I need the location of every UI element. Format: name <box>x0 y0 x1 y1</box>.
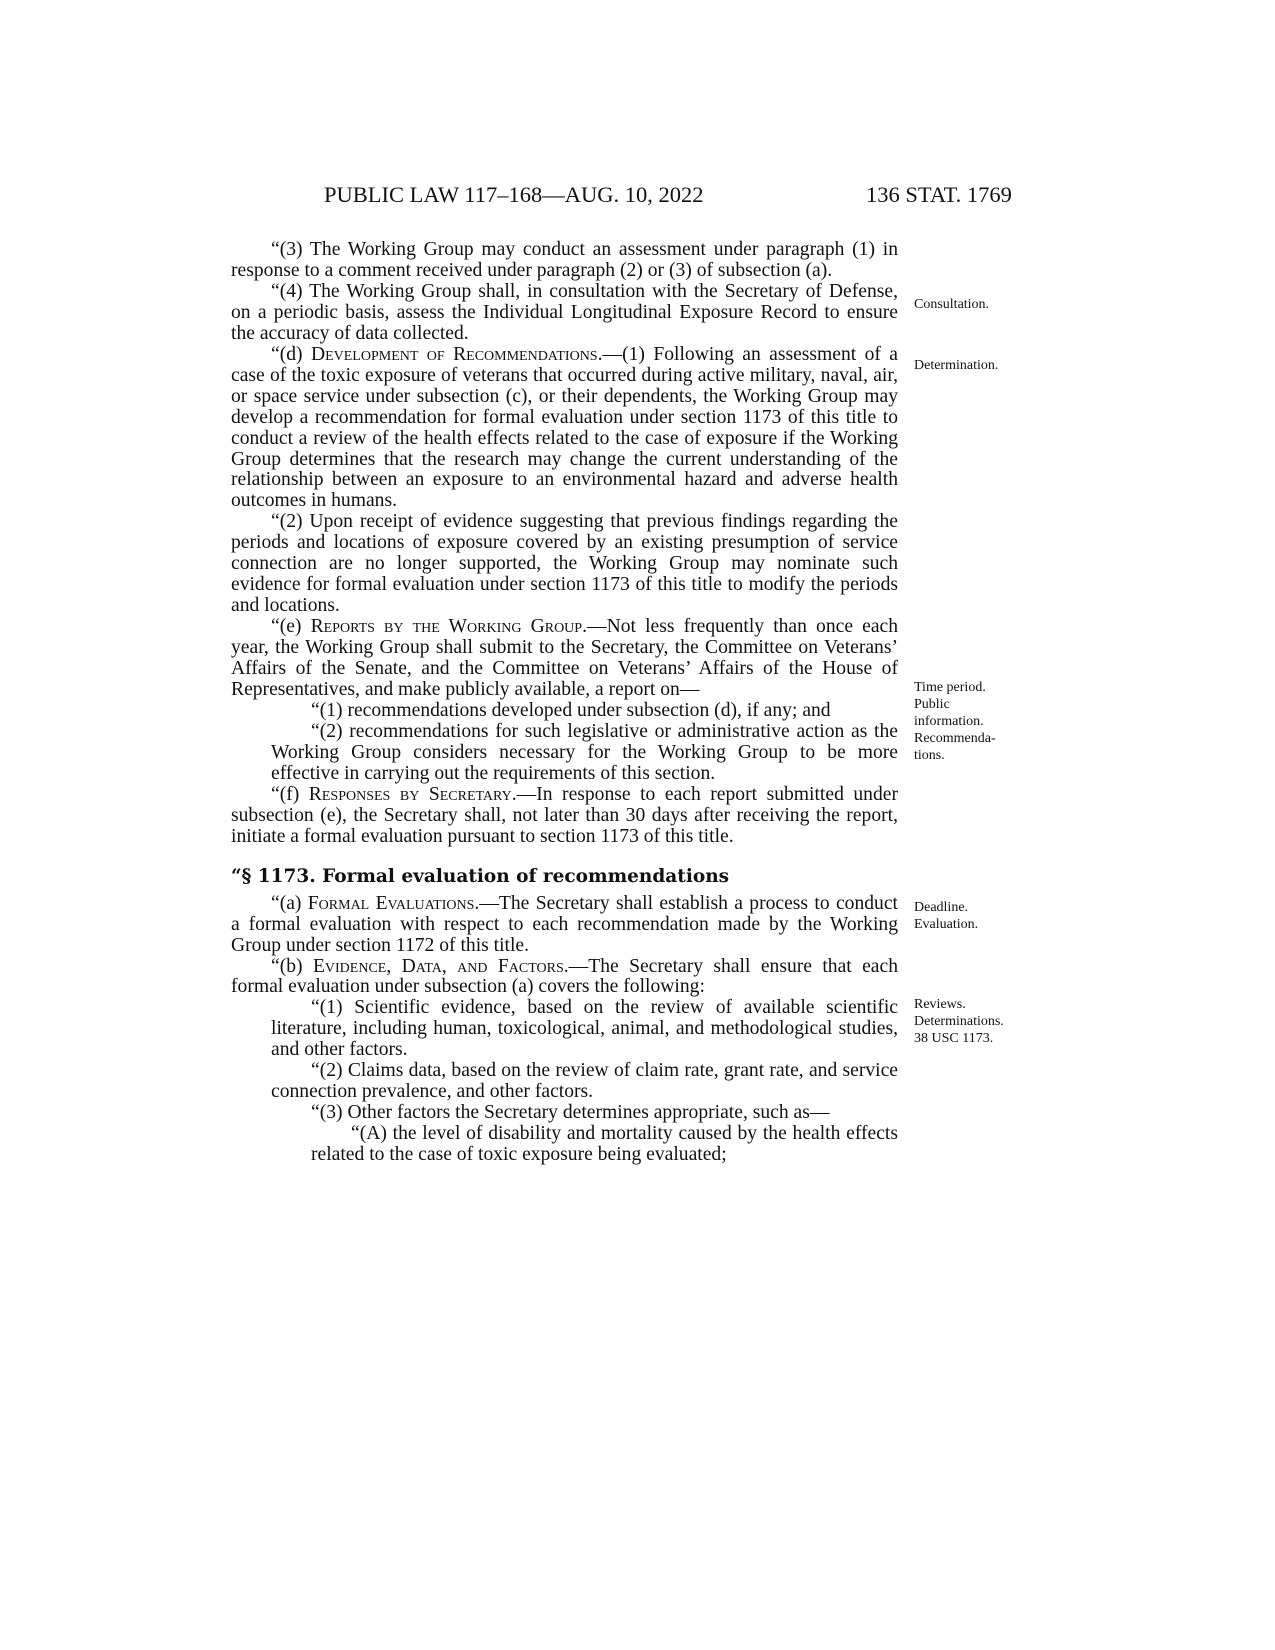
margin-note-deadline <box>914 899 978 933</box>
paragraph-text: —Not less frequently than once each year, the Working Group shall submit to the Secretary, the Committee on Veterans’ Affairs of the Senate, and the Committee on Veterans’ Affairs of the House of Representatives, and make publicly available, a report on— <box>231 616 899 701</box>
margin-note-reviews <box>914 996 1004 1047</box>
paragraph-e <box>231 617 898 701</box>
subsection-heading: Responses by Secretary. <box>308 783 517 805</box>
subsection-heading: Development of Recommendations. <box>310 343 603 365</box>
paragraph-e2: “(2) recommendations for such legislative or administrative action as the Working Group considers necessary for the Working Group to be more effective in carrying out the requirements of this section. <box>271 720 898 784</box>
margin-note-time-period <box>914 679 996 764</box>
margin-note-line: Deadline. <box>914 900 969 915</box>
margin-note-consultation <box>914 296 989 313</box>
margin-note-line: Time period. <box>914 680 986 695</box>
margin-note-line: Public <box>914 697 950 712</box>
paragraph-text: —The Secretary shall ensure that each formal evaluation under subsection (a) covers the following: <box>231 955 898 998</box>
margin-note-line: tions. <box>914 748 945 763</box>
margin-note-line: Consultation. <box>914 297 990 312</box>
paragraph-e1: “(1) recommendations developed under subsection (d), if any; and <box>311 699 831 721</box>
subsection-lead: “(a) <box>271 892 308 914</box>
paragraph-text: —The Secretary shall establish a process to conduct a formal evaluation with respect to each recommendation made by the Working Group under section 1172 of this title. <box>231 892 898 956</box>
public-law-citation: PUBLIC LAW 117–168—AUG. 10, 2022 <box>324 182 704 207</box>
margin-note-line: Evaluation. <box>914 917 979 932</box>
paragraph-b2: “(2) Claims data, based on the review of claim rate, grant rate, and service connection prevalence, and other factors. <box>271 1060 898 1103</box>
paragraph-d2: “(2) Upon receipt of evidence suggesting that previous findings regarding the periods and locations of exposure covered by an existing presumption of service connection are no longer supported, the Working Group may nominate such evidence for formal evaluation under section 1173 of this title to modify the periods and locations. <box>231 511 898 617</box>
subsection-heading: Formal Evaluations. <box>307 892 480 914</box>
margin-note-line: 38 USC 1173. <box>914 1031 994 1046</box>
page-header <box>0 182 1275 222</box>
paragraph-b1: “(1) Scientific evidence, based on the review of available scientific literature, including human, toxicological, animal, and methodological studies, and other factors. <box>271 997 898 1061</box>
paragraph-a <box>231 894 898 957</box>
section-heading: “§ 1173. Formal evaluation of recommendations <box>231 865 730 887</box>
margin-note-line: Determination. <box>914 358 999 373</box>
subsection-lead: “(e) <box>271 616 311 638</box>
margin-note-line: Reviews. <box>914 997 966 1012</box>
paragraph-c3: “(3) The Working Group may conduct an assessment under paragraph (1) in response to a comment received under paragraph (2) or (3) of subsection (a). <box>231 239 898 281</box>
statute-page-number: 136 STAT. 1769 <box>866 182 1012 207</box>
margin-note-line: Determinations. <box>914 1014 1004 1029</box>
subsection-lead: “(f) <box>271 783 309 805</box>
body-text <box>231 240 898 1166</box>
margin-note-determination <box>914 357 998 374</box>
subsection-heading: Evidence, Data, and Factors. <box>312 955 569 977</box>
subsection-lead: “(d) <box>271 343 311 365</box>
subsection-heading: Reports by the Working Group. <box>310 616 587 638</box>
margin-note-line: Recommenda- <box>914 731 996 746</box>
paragraph-text: —In response to each report submitted under subsection (e), the Secretary shall, not later than 30 days after receiving the report, initiate a formal evaluation pursuant to section 1173 of this title. <box>231 783 898 847</box>
paragraph-f <box>231 785 898 848</box>
paragraph-d1 <box>231 345 898 513</box>
paragraph-b3A: “(A) the level of disability and mortality caused by the health effects related to the case of toxic exposure being evaluated; <box>311 1123 898 1166</box>
paragraph-b3: “(3) Other factors the Secretary determines appropriate, such as— <box>311 1102 830 1124</box>
paragraph-text: —(1) Following an assessment of a case of the toxic exposure of veterans that occurred during active military, naval, air, or space service under subsection (c), or their dependents, the Working Group may develop a recommendation for formal evaluation under section 1173 of this title to conduct a review of the health effects related to the case of exposure if the Working Group determines that the research may change the current understanding of the relationship between an exposure to an environmental hazard and adverse health outcomes in humans. <box>231 343 898 512</box>
subsection-lead: “(b) <box>271 955 313 977</box>
paragraph-c4: “(4) The Working Group shall, in consultation with the Secretary of Defense, on a periodic basis, assess the Individual Longitudinal Exposure Record to ensure the accuracy of data collected. <box>231 280 898 344</box>
paragraph-b <box>231 957 898 999</box>
margin-note-line: information. <box>914 714 984 729</box>
